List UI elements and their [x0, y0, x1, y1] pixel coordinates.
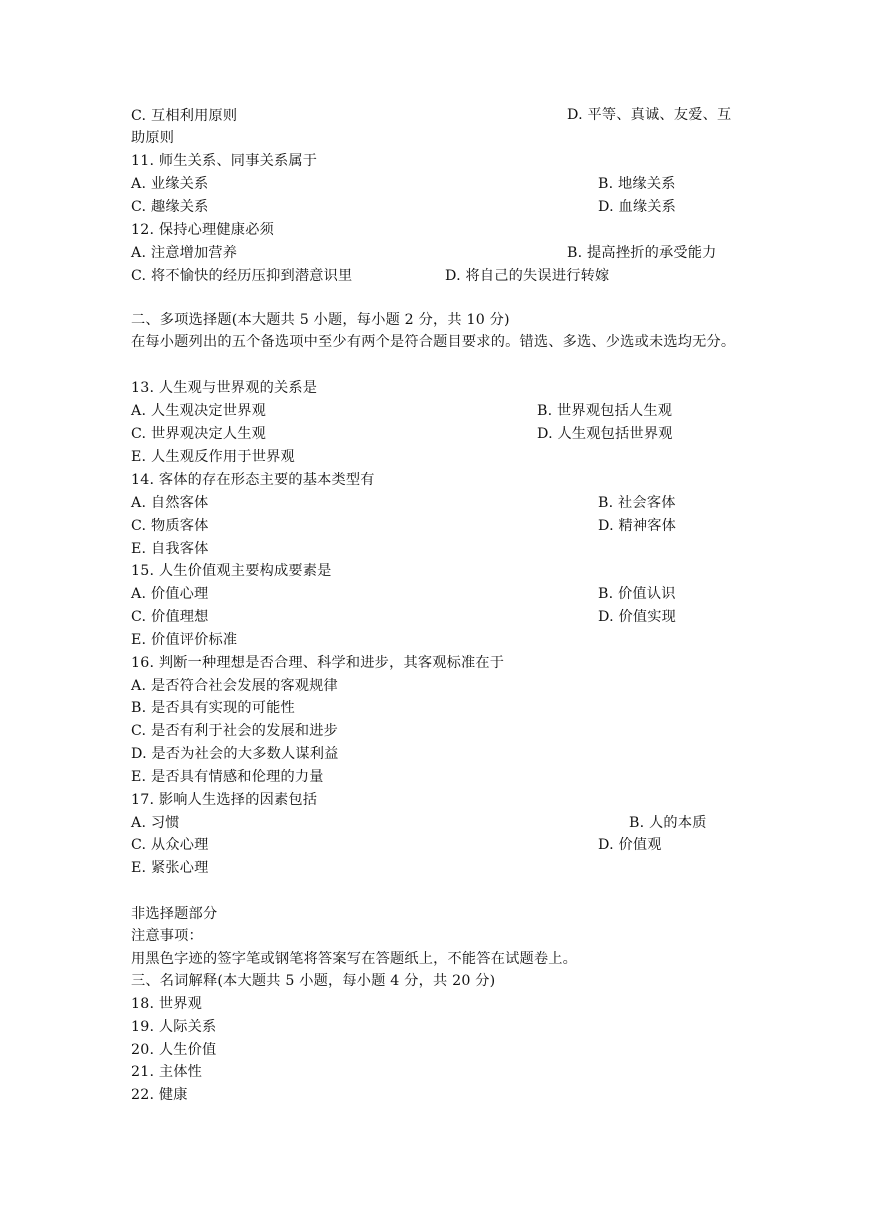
q16-option-b: B. 是否具有实现的可能性 [131, 700, 295, 716]
q12-option-b: B. 提高挫折的承受能力 [567, 245, 717, 261]
q16-stem: 16. 判断一种理想是否合理、科学和进步，其客观标准在于 [131, 655, 505, 671]
notice-text: 用黑色字迹的签字笔或钢笔将答案写在答题纸上，不能答在试题卷上。 [131, 951, 578, 967]
q17-option-a: A. 习惯 [131, 815, 180, 831]
q13-option-e: E. 人生观反作用于世界观 [131, 449, 295, 465]
q14-option-c: C. 物质客体 [131, 518, 209, 534]
notice-label: 注意事项： [131, 928, 203, 944]
term-item: 20. 人生价值 [131, 1042, 217, 1058]
q17-option-b: B. 人的本质 [629, 815, 707, 831]
term-item: 18. 世界观 [131, 996, 203, 1012]
term-item: 19. 人际关系 [131, 1019, 217, 1035]
nonchoice-title: 非选择题部分 [131, 906, 218, 922]
q12-option-c: C. 将不愉快的经历压抑到潜意识里 [131, 268, 353, 284]
q10-option-d: D. 平等、真诚、友爱、互助原则 [131, 107, 732, 146]
q15-option-e: E. 价值评价标准 [131, 632, 238, 648]
q12-option-d: D. 将自己的失误进行转嫁 [445, 268, 610, 284]
q16-option-a: A. 是否符合社会发展的客观规律 [131, 678, 338, 694]
q15-option-d: D. 价值实现 [598, 609, 677, 625]
q16-option-e: E. 是否具有情感和伦理的力量 [131, 769, 324, 785]
q14-option-a: A. 自然客体 [131, 495, 209, 511]
q15-option-b: B. 价值认识 [598, 586, 676, 602]
section3-heading: 三、名词解释(本大题共 5 小题，每小题 4 分，共 20 分) [131, 973, 496, 989]
q11-stem: 11. 师生关系、同事关系属于 [131, 153, 318, 169]
q13-option-d: D. 人生观包括世界观 [537, 426, 673, 442]
q13-stem: 13. 人生观与世界观的关系是 [131, 380, 318, 396]
section2-instruction: 在每小题列出的五个备选项中至少有两个是符合题目要求的。错选、多选、少选或未选均无分。 [131, 334, 736, 350]
q17-stem: 17. 影响人生选择的因素包括 [131, 792, 318, 808]
q13-option-c: C. 世界观决定人生观 [131, 426, 267, 442]
q17-option-e: E. 紧张心理 [131, 860, 209, 876]
q11-option-c: C. 趣缘关系 [131, 199, 209, 215]
term-item: 22. 健康 [131, 1087, 188, 1103]
q16-option-c: C. 是否有利于社会的发展和进步 [131, 723, 339, 739]
q12-option-a: A. 注意增加营养 [131, 245, 238, 261]
q11-option-d: D. 血缘关系 [598, 199, 677, 215]
term-item: 21. 主体性 [131, 1064, 203, 1080]
q11-option-b: B. 地缘关系 [598, 176, 676, 192]
q14-option-e: E. 自我客体 [131, 541, 209, 557]
q10-option-c: C. 互相利用原则 [131, 108, 238, 124]
q16-option-d: D. 是否为社会的大多数人谋利益 [131, 746, 339, 762]
q12-stem: 12. 保持心理健康必须 [131, 222, 274, 238]
q14-stem: 14. 客体的存在形态主要的基本类型有 [131, 472, 375, 488]
q15-option-c: C. 价值理想 [131, 609, 209, 625]
q17-option-d: D. 价值观 [598, 837, 662, 853]
q17-option-c: C. 从众心理 [131, 837, 209, 853]
q13-option-a: A. 人生观决定世界观 [131, 403, 266, 419]
q11-option-a: A. 业缘关系 [131, 176, 209, 192]
q14-option-d: D. 精神客体 [598, 518, 677, 534]
q15-option-a: A. 价值心理 [131, 586, 209, 602]
q14-option-b: B. 社会客体 [598, 495, 676, 511]
q13-option-b: B. 世界观包括人生观 [537, 403, 673, 419]
section2-heading: 二、多项选择题(本大题共 5 小题，每小题 2 分，共 10 分) [131, 312, 510, 328]
q15-stem: 15. 人生价值观主要构成要素是 [131, 563, 332, 579]
